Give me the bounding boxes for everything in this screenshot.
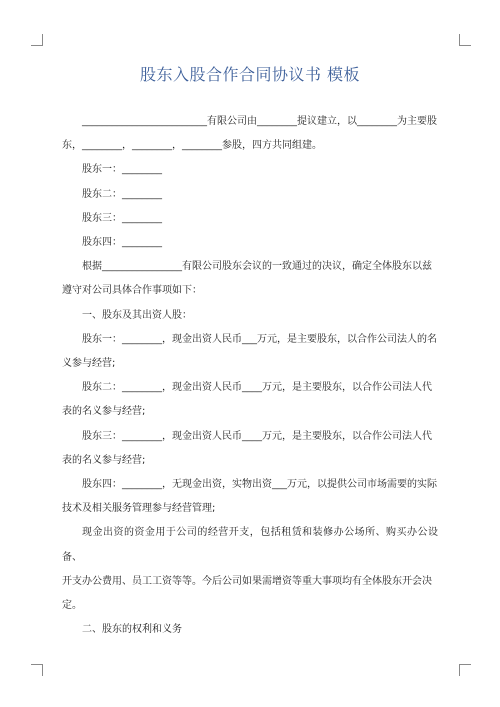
body-line: 遵守对公司具体合作事项如下： (62, 285, 202, 297)
body-line: 根据________________有限公司股东会议的一致通过的决议，确定全体股东以兹 (82, 261, 432, 273)
body-line: 东，________，________，________参股，四方共同组建。 (62, 140, 322, 152)
document-body (62, 110, 438, 642)
body-line: 股东四：________ (82, 237, 162, 249)
body-line: 二、股东的权利和义务 (82, 624, 182, 636)
body-line: 股东一：________，现金出资人民币___万元，是主要股东，以合作公司法人的名 (82, 333, 437, 345)
body-line: 技术及相关服务管理参与经营管理; (62, 503, 216, 515)
body-line: 现金出资的资金用于公司的经营开支，包括租赁和装修办公场所、购买办公设备、 (62, 527, 438, 563)
crop-mark-top-right (459, 34, 471, 46)
body-line: 股东二：________ (82, 188, 162, 200)
body-line: 股东二：________，现金出资人民币____万元，是主要股东，以合作公司法人代 (82, 382, 432, 394)
body-line: 股东四：________，无现金出资，实物出资___万元，以提供公司市场需要的实际 (82, 479, 437, 491)
body-line: 表的名义参与经营; (62, 454, 146, 466)
body-line: _________________________有限公司由________提议建立，以________为主要股 (82, 116, 437, 127)
body-line: 开支办公费用、员工工资等等。今后公司如果需增资等重大事项均有全体股东开会决 (62, 575, 432, 587)
body-line: 表的名义参与经营; (62, 406, 146, 418)
body-line: 一、股东及其出资人股： (82, 309, 192, 321)
crop-mark-bottom-right (459, 664, 471, 676)
body-line: 义参与经营; (62, 358, 116, 370)
body-line: 股东三：________，现金出资人民币____万元，是主要股东，以合作公司法人代 (82, 430, 432, 442)
crop-mark-bottom-left (31, 664, 43, 676)
crop-mark-top-left (31, 34, 43, 46)
body-line: 股东三：________ (82, 212, 162, 224)
body-line: 定。 (62, 600, 82, 612)
document-title: 股东入股合作合同协议书 模板 (139, 65, 361, 84)
body-line: 股东一：________ (82, 164, 162, 176)
